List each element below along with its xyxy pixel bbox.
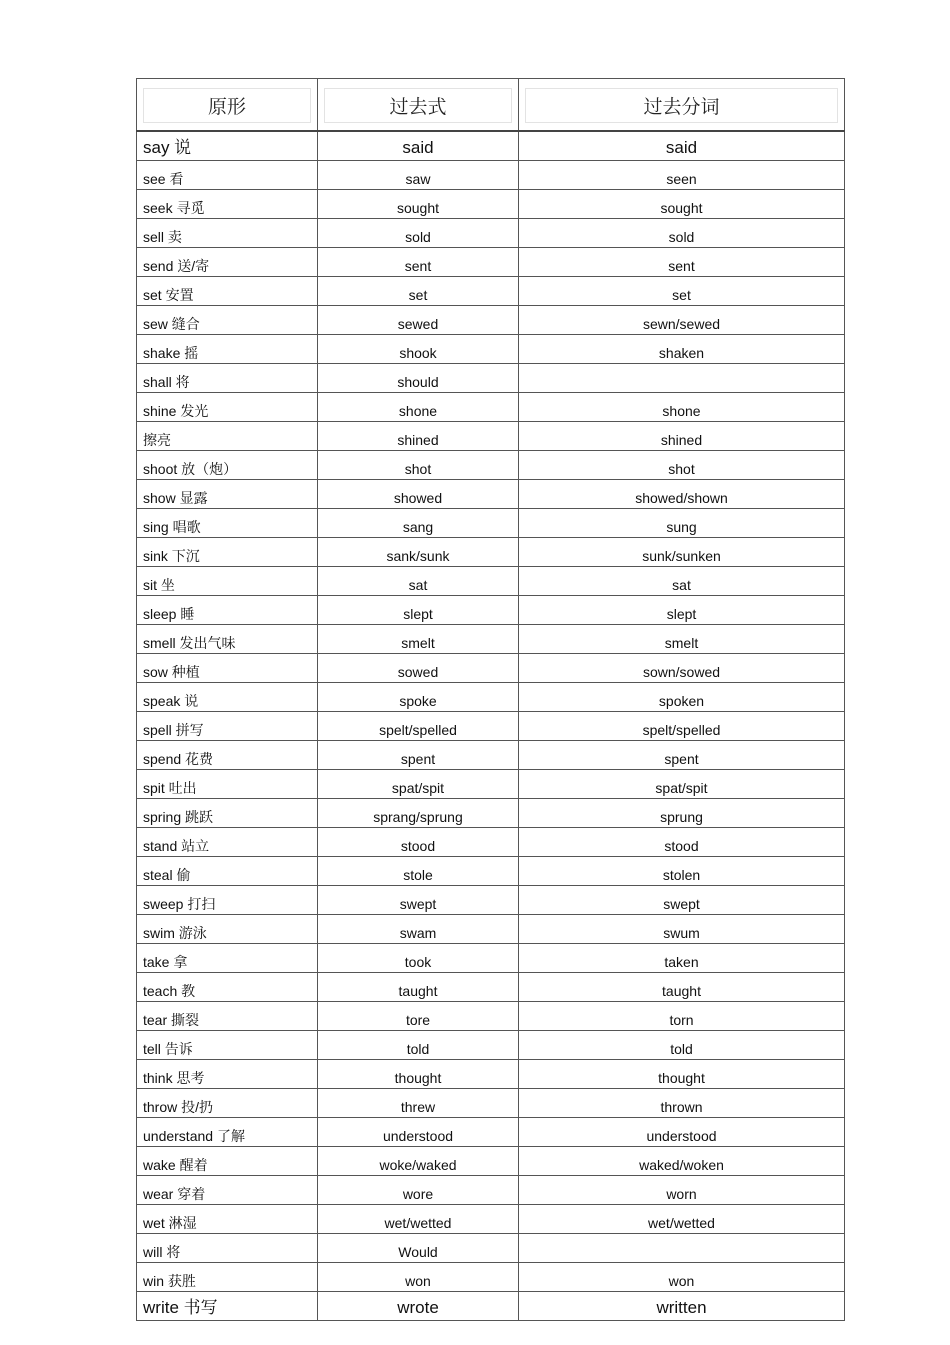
table-row — [137, 625, 845, 654]
base-form-cell: wet 淋湿 — [137, 1205, 318, 1234]
base-form-cell: swim 游泳 — [137, 915, 318, 944]
table-row — [137, 306, 845, 335]
base-form-cell: 擦亮 — [137, 422, 318, 451]
table-row — [137, 944, 845, 973]
table-row — [137, 596, 845, 625]
past-tense-cell: sold — [318, 219, 519, 248]
past-participle-cell: smelt — [519, 625, 845, 654]
past-participle-cell: taken — [519, 944, 845, 973]
base-form-cell: shoot 放（炮） — [137, 451, 318, 480]
past-participle-cell: sought — [519, 190, 845, 219]
past-tense-cell: spent — [318, 741, 519, 770]
past-participle-cell: shined — [519, 422, 845, 451]
table-row — [137, 973, 845, 1002]
base-form-cell: shall 将 — [137, 364, 318, 393]
past-participle-cell: worn — [519, 1176, 845, 1205]
past-participle-cell: sunk/sunken — [519, 538, 845, 567]
base-form-cell: wear 穿着 — [137, 1176, 318, 1205]
past-participle-cell: stood — [519, 828, 845, 857]
base-form-cell: sing 唱歌 — [137, 509, 318, 538]
past-participle-cell: written — [519, 1292, 845, 1321]
past-tense-cell: swept — [318, 886, 519, 915]
base-form-cell: take 拿 — [137, 944, 318, 973]
base-form-cell: teach 教 — [137, 973, 318, 1002]
base-form-cell: sweep 打扫 — [137, 886, 318, 915]
table-row — [137, 161, 845, 190]
past-participle-cell: sat — [519, 567, 845, 596]
table-row — [137, 712, 845, 741]
past-tense-cell: sprang/sprung — [318, 799, 519, 828]
past-participle-cell: sung — [519, 509, 845, 538]
base-form-cell: spit 吐出 — [137, 770, 318, 799]
base-form-cell: sell 卖 — [137, 219, 318, 248]
base-form-cell: think 思考 — [137, 1060, 318, 1089]
table-row — [137, 1089, 845, 1118]
past-participle-cell: understood — [519, 1118, 845, 1147]
table-row — [137, 886, 845, 915]
past-tense-cell: sewed — [318, 306, 519, 335]
table-row — [137, 1292, 845, 1321]
past-participle-cell: spelt/spelled — [519, 712, 845, 741]
past-tense-cell: threw — [318, 1089, 519, 1118]
table-row — [137, 915, 845, 944]
past-tense-cell: thought — [318, 1060, 519, 1089]
past-participle-cell: thrown — [519, 1089, 845, 1118]
base-form-cell: steal 偷 — [137, 857, 318, 886]
irregular-verb-table — [136, 78, 845, 1321]
base-form-cell: speak 说 — [137, 683, 318, 712]
base-form-cell: write 书写 — [137, 1292, 318, 1321]
table-row — [137, 1118, 845, 1147]
past-tense-cell: sowed — [318, 654, 519, 683]
past-tense-cell: won — [318, 1263, 519, 1292]
past-tense-cell: spelt/spelled — [318, 712, 519, 741]
past-participle-cell: sent — [519, 248, 845, 277]
base-form-cell: see 看 — [137, 161, 318, 190]
past-participle-cell: taught — [519, 973, 845, 1002]
base-form-cell: stand 站立 — [137, 828, 318, 857]
table-row — [137, 451, 845, 480]
header-past-participle — [519, 79, 845, 132]
base-form-cell: show 显露 — [137, 480, 318, 509]
past-tense-cell: sang — [318, 509, 519, 538]
past-participle-cell: spat/spit — [519, 770, 845, 799]
table-row — [137, 190, 845, 219]
table-row — [137, 799, 845, 828]
base-form-cell: say 说 — [137, 131, 318, 161]
past-tense-cell: stole — [318, 857, 519, 886]
base-form-cell: tell 告诉 — [137, 1031, 318, 1060]
past-tense-cell: said — [318, 131, 519, 161]
base-form-cell: throw 投/扔 — [137, 1089, 318, 1118]
table-row — [137, 741, 845, 770]
base-form-cell: sew 缝合 — [137, 306, 318, 335]
table-row — [137, 248, 845, 277]
table-row — [137, 1002, 845, 1031]
table-row — [137, 509, 845, 538]
past-participle-cell — [519, 364, 845, 393]
past-participle-cell: thought — [519, 1060, 845, 1089]
header-past-participle-label: 过去分词 — [525, 88, 838, 123]
table-row — [137, 857, 845, 886]
past-participle-cell: wet/wetted — [519, 1205, 845, 1234]
base-form-cell: spring 跳跃 — [137, 799, 318, 828]
table-row — [137, 1031, 845, 1060]
past-participle-cell: shaken — [519, 335, 845, 364]
base-form-cell: spend 花费 — [137, 741, 318, 770]
past-participle-cell: showed/shown — [519, 480, 845, 509]
table-row — [137, 828, 845, 857]
base-form-cell: smell 发出气味 — [137, 625, 318, 654]
past-participle-cell: sown/sowed — [519, 654, 845, 683]
past-tense-cell: understood — [318, 1118, 519, 1147]
table-row — [137, 770, 845, 799]
base-form-cell: understand 了解 — [137, 1118, 318, 1147]
past-participle-cell: seen — [519, 161, 845, 190]
past-participle-cell: slept — [519, 596, 845, 625]
past-participle-cell: said — [519, 131, 845, 161]
past-tense-cell: took — [318, 944, 519, 973]
table-row — [137, 1263, 845, 1292]
past-tense-cell: stood — [318, 828, 519, 857]
past-participle-cell: sewn/sewed — [519, 306, 845, 335]
past-tense-cell: slept — [318, 596, 519, 625]
past-participle-cell: swept — [519, 886, 845, 915]
past-tense-cell: taught — [318, 973, 519, 1002]
past-participle-cell: shot — [519, 451, 845, 480]
base-form-cell: will 将 — [137, 1234, 318, 1263]
table-row — [137, 277, 845, 306]
past-tense-cell: sat — [318, 567, 519, 596]
base-form-cell: tear 撕裂 — [137, 1002, 318, 1031]
base-form-cell: sow 种植 — [137, 654, 318, 683]
past-tense-cell: Would — [318, 1234, 519, 1263]
past-participle-cell: sprung — [519, 799, 845, 828]
past-tense-cell: woke/waked — [318, 1147, 519, 1176]
past-tense-cell: spoke — [318, 683, 519, 712]
past-tense-cell: saw — [318, 161, 519, 190]
table-row — [137, 364, 845, 393]
base-form-cell: seek 寻觅 — [137, 190, 318, 219]
table-row — [137, 1234, 845, 1263]
past-tense-cell: told — [318, 1031, 519, 1060]
table-row — [137, 1060, 845, 1089]
table-body — [137, 131, 845, 1321]
past-tense-cell: shot — [318, 451, 519, 480]
past-tense-cell: swam — [318, 915, 519, 944]
header-base-form — [137, 79, 318, 132]
table-row — [137, 1205, 845, 1234]
past-participle-cell: told — [519, 1031, 845, 1060]
base-form-cell: sit 坐 — [137, 567, 318, 596]
base-form-cell: shine 发光 — [137, 393, 318, 422]
past-tense-cell: shined — [318, 422, 519, 451]
table-row — [137, 567, 845, 596]
table-row — [137, 1147, 845, 1176]
base-form-cell: send 送/寄 — [137, 248, 318, 277]
base-form-cell: wake 醒着 — [137, 1147, 318, 1176]
table-row — [137, 538, 845, 567]
past-participle-cell: torn — [519, 1002, 845, 1031]
table-row — [137, 131, 845, 161]
base-form-cell: win 获胜 — [137, 1263, 318, 1292]
table-row — [137, 654, 845, 683]
past-participle-cell: swum — [519, 915, 845, 944]
past-tense-cell: wrote — [318, 1292, 519, 1321]
past-tense-cell: shook — [318, 335, 519, 364]
header-past-tense — [318, 79, 519, 132]
header-row — [137, 79, 845, 132]
past-tense-cell: wore — [318, 1176, 519, 1205]
past-participle-cell: won — [519, 1263, 845, 1292]
base-form-cell: set 安置 — [137, 277, 318, 306]
table-row — [137, 683, 845, 712]
past-participle-cell: spoken — [519, 683, 845, 712]
past-tense-cell: sent — [318, 248, 519, 277]
past-participle-cell: shone — [519, 393, 845, 422]
past-tense-cell: shone — [318, 393, 519, 422]
table-row — [137, 335, 845, 364]
past-tense-cell: wet/wetted — [318, 1205, 519, 1234]
table-header — [137, 79, 845, 132]
past-tense-cell: tore — [318, 1002, 519, 1031]
header-base-form-label: 原形 — [143, 88, 311, 123]
past-participle-cell: waked/woken — [519, 1147, 845, 1176]
past-tense-cell: showed — [318, 480, 519, 509]
past-tense-cell: should — [318, 364, 519, 393]
base-form-cell: sink 下沉 — [137, 538, 318, 567]
past-tense-cell: sank/sunk — [318, 538, 519, 567]
table-row — [137, 393, 845, 422]
table-row — [137, 422, 845, 451]
past-tense-cell: sought — [318, 190, 519, 219]
past-participle-cell — [519, 1234, 845, 1263]
table-row — [137, 219, 845, 248]
table-row — [137, 1176, 845, 1205]
base-form-cell: spell 拼写 — [137, 712, 318, 741]
past-tense-cell: smelt — [318, 625, 519, 654]
table-row — [137, 480, 845, 509]
header-past-tense-label: 过去式 — [324, 88, 512, 123]
base-form-cell: shake 摇 — [137, 335, 318, 364]
base-form-cell: sleep 睡 — [137, 596, 318, 625]
past-tense-cell: spat/spit — [318, 770, 519, 799]
past-tense-cell: set — [318, 277, 519, 306]
past-participle-cell: set — [519, 277, 845, 306]
past-participle-cell: stolen — [519, 857, 845, 886]
past-participle-cell: sold — [519, 219, 845, 248]
past-participle-cell: spent — [519, 741, 845, 770]
